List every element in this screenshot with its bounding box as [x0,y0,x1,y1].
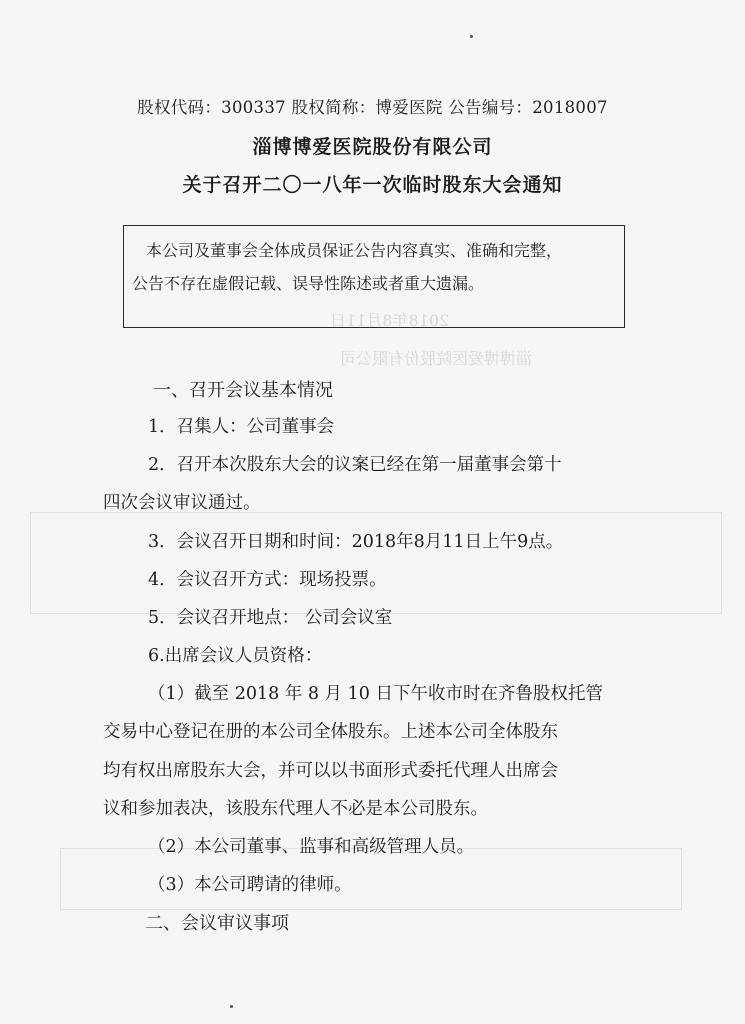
stock-meta-line: 股权代码：300337 股权简称：博爱医院 公告编号：2018007 [137,98,608,117]
sub-item-1-line-4: 议和参加表决，该股东代理人不必是本公司股东。 [103,799,488,819]
item-proposal-line-2: 四次会议审议通过。 [103,493,261,513]
sub-item-1-line-1: （1）截至 2018 年 8 月 10 日下午收市时在齐鲁股权托管 [148,684,603,704]
disclaimer-line-2: 公告不存在虚假记载、误导性陈述或者重大遗漏。 [132,274,485,293]
item-meeting-time: 3．会议召开日期和时间：2018年8月11日上午9点。 [148,532,564,552]
item-convener: 1．召集人：公司董事会 [148,417,335,437]
sub-item-3: （3）本公司聘请的律师。 [148,875,352,895]
section-heading-1: 一、召开会议基本情况 [153,380,333,401]
item-attendee-qualification: 6.出席会议人员资格： [148,646,323,666]
scan-speck [230,1005,233,1008]
bleed-through-text: 淄博博爱医院股份有限公司 [340,349,533,368]
scan-speck [470,35,473,38]
disclaimer-line-1: 本公司及董事会全体成员保证公告内容真实、准确和完整， [146,241,563,260]
notice-title: 关于召开二〇一八年一次临时股东大会通知 [182,174,563,196]
sub-item-2: （2）本公司董事、监事和高级管理人员。 [148,837,475,857]
disclaimer-box [123,225,625,328]
company-name: 淄博博爱医院股份有限公司 [252,136,493,158]
item-meeting-location: 5．会议召开地点： 公司会议室 [148,608,393,628]
bleed-through-text: 2018年8月11日 [330,311,450,330]
sub-item-1-line-2: 交易中心登记在册的本公司全体股东。上述本公司全体股东 [103,722,558,742]
section-heading-2: 二、会议审议事项 [145,913,289,934]
item-meeting-method: 4．会议召开方式：现场投票。 [148,570,387,590]
item-proposal-line-1: 2．召开本次股东大会的议案已经在第一届董事会第十 [148,455,562,475]
sub-item-1-line-3: 均有权出席股东大会，并可以以书面形式委托代理人出席会 [103,761,558,781]
